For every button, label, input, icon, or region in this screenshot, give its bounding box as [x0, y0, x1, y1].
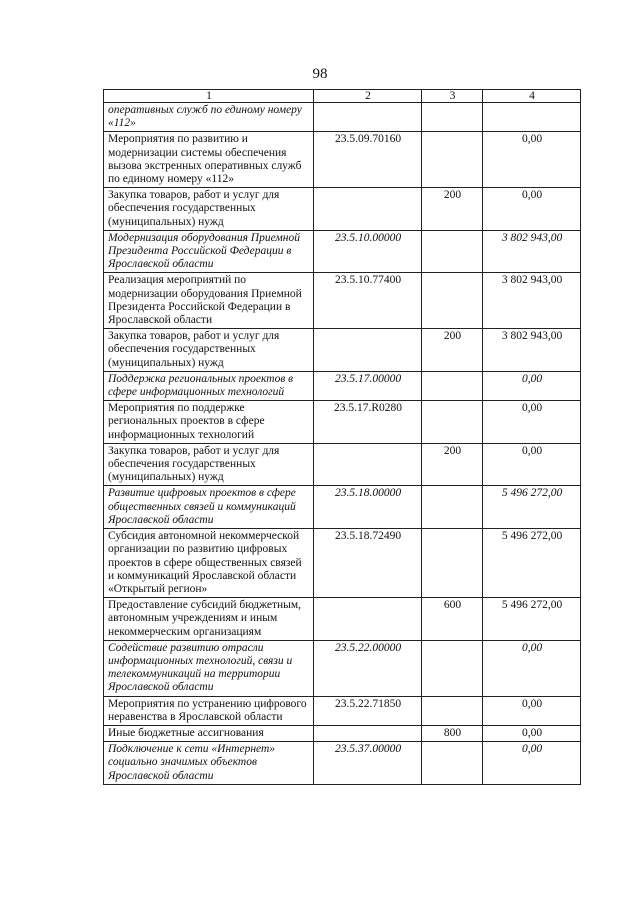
cell-name: Модернизация оборудования Приемной Президента Российской Федерации в Ярославской области [104, 230, 314, 273]
cell-amount: 0,00 [483, 725, 581, 741]
cell-amount: 5 496 272,00 [483, 598, 581, 641]
budget-table [103, 89, 581, 785]
table-row [104, 273, 581, 329]
table-row [104, 132, 581, 188]
cell-amount: 0,00 [483, 640, 581, 696]
cell-expense-type [422, 696, 483, 725]
cell-amount: 5 496 272,00 [483, 486, 581, 529]
cell-amount: 0,00 [483, 371, 581, 400]
cell-amount: 0,00 [483, 696, 581, 725]
table-row [104, 742, 581, 785]
cell-expense-type [422, 529, 483, 598]
cell-name: Содействие развитию отрасли информационных технологий, связи и телекоммуникаций на территории Ярославской области [104, 640, 314, 696]
cell-amount: 3 802 943,00 [483, 329, 581, 372]
table-row [104, 529, 581, 598]
cell-name: Субсидия автономной некоммерческой организации по развитию цифровых проектов в сфере общественных связей и коммуникаций Ярославской области «Открытый регион» [104, 529, 314, 598]
cell-name: Поддержка региональных проектов в сфере информационных технологий [104, 371, 314, 400]
table-body [104, 103, 581, 785]
cell-target-code [314, 103, 422, 132]
table-row [104, 696, 581, 725]
cell-target-code: 23.5.18.72490 [314, 529, 422, 598]
cell-expense-type: 200 [422, 329, 483, 372]
table-row [104, 725, 581, 741]
cell-name: Закупка товаров, работ и услуг для обеспечения государственных (муниципальных) нужд [104, 443, 314, 486]
table-row [104, 188, 581, 231]
cell-target-code: 23.5.17.00000 [314, 371, 422, 400]
table-row [104, 598, 581, 641]
table-row [104, 371, 581, 400]
cell-amount: 0,00 [483, 443, 581, 486]
column-header-name: 1 [104, 90, 314, 103]
table-row [104, 103, 581, 132]
cell-name: Развитие цифровых проектов в сфере общественных связей и коммуникаций Ярославской области [104, 486, 314, 529]
table-row [104, 329, 581, 372]
cell-expense-type [422, 230, 483, 273]
cell-expense-type [422, 103, 483, 132]
cell-amount: 0,00 [483, 132, 581, 188]
cell-amount [483, 103, 581, 132]
cell-expense-type [422, 742, 483, 785]
table-row [104, 443, 581, 486]
cell-amount: 5 496 272,00 [483, 529, 581, 598]
column-header-code: 2 [314, 90, 422, 103]
page-number: 98 [312, 66, 328, 82]
cell-name: Мероприятия по развитию и модернизации системы обеспечения вызова экстренных оперативных служб по единому номеру «112» [104, 132, 314, 188]
cell-target-code [314, 188, 422, 231]
cell-name: Закупка товаров, работ и услуг для обеспечения государственных (муниципальных) нужд [104, 188, 314, 231]
cell-target-code: 23.5.22.00000 [314, 640, 422, 696]
cell-target-code [314, 725, 422, 741]
cell-target-code: 23.5.17.R0280 [314, 401, 422, 444]
cell-amount: 0,00 [483, 742, 581, 785]
cell-target-code: 23.5.10.77400 [314, 273, 422, 329]
cell-name: Иные бюджетные ассигнования [104, 725, 314, 741]
cell-name: Мероприятия по устранению цифрового неравенства в Ярославской области [104, 696, 314, 725]
cell-target-code [314, 443, 422, 486]
cell-name: Предоставление субсидий бюджетным, автономным учреждениям и иным некоммерческим организациям [104, 598, 314, 641]
cell-name: Подключение к сети «Интернет» социально значимых объектов Ярославской области [104, 742, 314, 785]
column-header-amount: 4 [483, 90, 581, 103]
cell-expense-type: 200 [422, 443, 483, 486]
cell-target-code: 23.5.37.00000 [314, 742, 422, 785]
cell-target-code [314, 598, 422, 641]
cell-expense-type [422, 640, 483, 696]
cell-target-code [314, 329, 422, 372]
cell-target-code: 23.5.09.70160 [314, 132, 422, 188]
cell-name: оперативных служб по единому номеру «112» [104, 103, 314, 132]
cell-amount: 0,00 [483, 401, 581, 444]
table-row [104, 640, 581, 696]
cell-expense-type: 800 [422, 725, 483, 741]
cell-expense-type: 600 [422, 598, 483, 641]
cell-amount: 3 802 943,00 [483, 273, 581, 329]
column-header-type: 3 [422, 90, 483, 103]
cell-target-code: 23.5.22.71850 [314, 696, 422, 725]
cell-name: Мероприятия по поддержке региональных проектов в сфере информационных технологий [104, 401, 314, 444]
table-header-row [104, 90, 581, 103]
cell-expense-type [422, 132, 483, 188]
table-row [104, 230, 581, 273]
cell-expense-type [422, 486, 483, 529]
cell-expense-type: 200 [422, 188, 483, 231]
cell-name: Закупка товаров, работ и услуг для обеспечения государственных (муниципальных) нужд [104, 329, 314, 372]
cell-expense-type [422, 273, 483, 329]
cell-target-code: 23.5.10.00000 [314, 230, 422, 273]
cell-amount: 0,00 [483, 188, 581, 231]
table-row [104, 401, 581, 444]
cell-target-code: 23.5.18.00000 [314, 486, 422, 529]
table-row [104, 486, 581, 529]
cell-name: Реализация мероприятий по модернизации оборудования Приемной Президента Российской Федерации в Ярославской области [104, 273, 314, 329]
cell-expense-type [422, 401, 483, 444]
cell-amount: 3 802 943,00 [483, 230, 581, 273]
cell-expense-type [422, 371, 483, 400]
